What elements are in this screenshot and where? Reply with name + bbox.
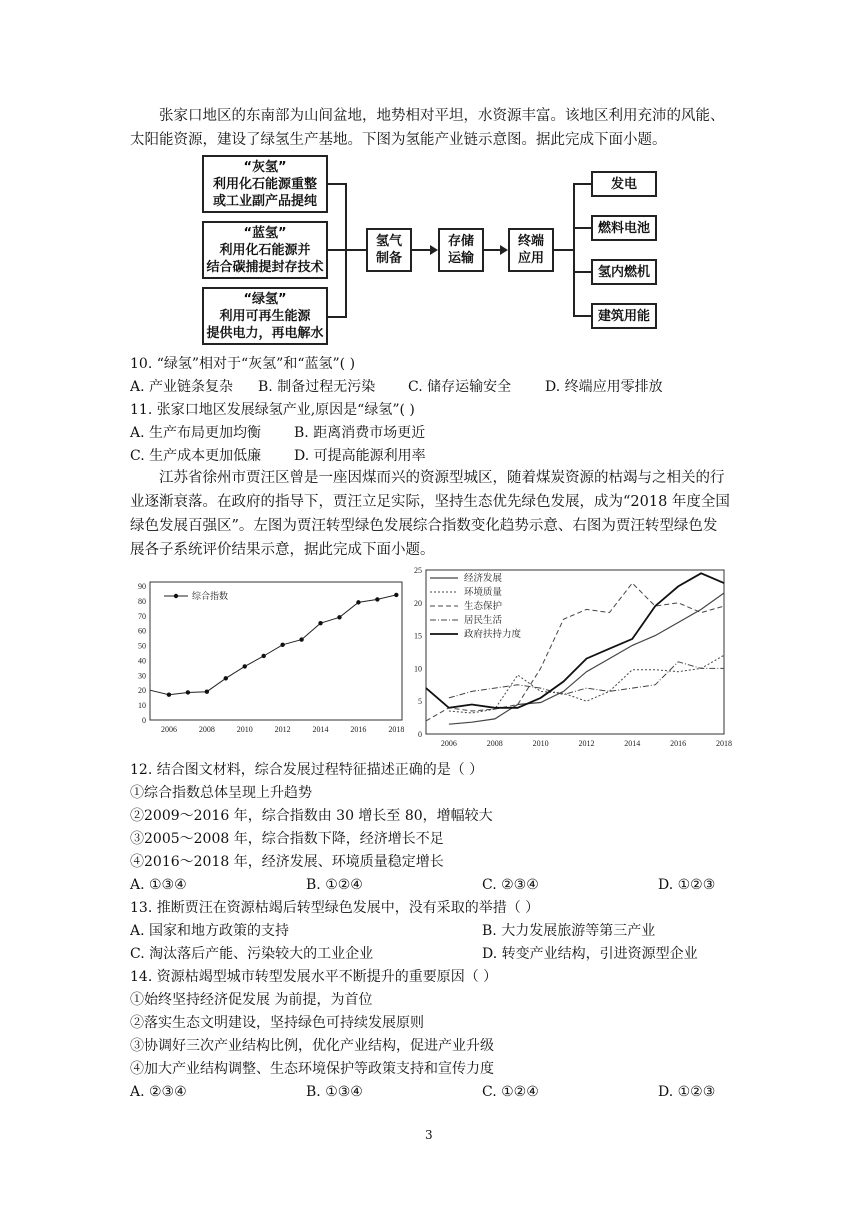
composite-index-chart	[126, 572, 408, 740]
intro-paragraph-jiawang: 江苏省徐州市贾汪区曾是一座因煤而兴的资源型城区，随着煤炭资源的枯竭与之相关的行业逐渐衰落。在政府的指导下，贾汪立足实际，坚持生态优先绿色发展，成为“2018 年度全国绿色发展百强区”。左图为贾汪转型绿色发展综合指数变化趋势示意、右图为贾汪转型绿色发展各子系统评价结果示意，据此完成下面小题。	[130, 470, 730, 558]
q10-stem: 10. “绿氢”相对于“灰氢”和“蓝氢”( )	[130, 356, 356, 372]
q10-option-a[interactable]: A. 产业链条复杂	[130, 379, 234, 395]
y-tick-label: 20	[414, 598, 422, 608]
q14-statement-1: ①始终坚持经济促发展 为前提，为首位	[130, 992, 373, 1008]
y-tick-label: 10	[414, 664, 422, 674]
connector-line	[573, 183, 591, 185]
q11-stem: 11. 张家口地区发展绿氢产业,原因是“绿氢”( )	[130, 402, 415, 418]
grey-hydrogen-line2: 利用化石能源重整	[212, 176, 317, 192]
q14-statement-2: ②落实生态文明建设，坚持绿色可持续发展原则	[130, 1015, 424, 1031]
output-building-box	[591, 303, 657, 329]
green-hydrogen-line3: 提供电力，再电解水	[206, 325, 324, 341]
connector-line	[328, 183, 346, 185]
y-tick-label: 0	[418, 730, 422, 739]
legend-label: 环境质量	[464, 587, 503, 598]
app-line2: 应用	[517, 251, 544, 266]
blue-hydrogen-title: “蓝氢”	[243, 225, 287, 241]
output-ice-label: 氢内燃机	[597, 264, 650, 280]
legend-label: 生态保护	[464, 601, 503, 612]
data-point	[280, 643, 284, 647]
legend-label: 综合指数	[192, 592, 229, 602]
series-line-composite-index	[150, 595, 396, 695]
blue-hydrogen-box	[202, 221, 328, 279]
q12-statement-1: ①综合指数总体呈现上升趋势	[130, 785, 312, 801]
y-tick-label: 50	[138, 641, 146, 651]
x-tick-label: 2010	[236, 725, 253, 734]
connector-line	[573, 227, 591, 229]
y-tick-label: 90	[138, 582, 146, 591]
q14-option-d[interactable]: D. ①②③	[658, 1084, 716, 1100]
hydrogen-prep-box	[366, 228, 412, 272]
series-line-2	[449, 655, 724, 713]
q14-statement-4: ④加大产业结构调整、生态环境保护等政策支持和宣传力度	[130, 1061, 494, 1077]
connector-line	[328, 316, 346, 318]
q12-option-b[interactable]: B. ①②④	[306, 877, 363, 893]
x-tick-label: 2016	[350, 725, 367, 734]
q14-option-a[interactable]: A. ②③④	[130, 1084, 187, 1100]
connector-line	[573, 183, 575, 317]
q10-option-c[interactable]: C. 储存运输安全	[408, 379, 512, 395]
q13-option-d[interactable]: D. 转变产业结构，引进资源型企业	[482, 946, 698, 962]
data-point	[243, 664, 247, 668]
y-tick-label: 60	[138, 626, 146, 636]
data-point	[186, 690, 190, 694]
x-tick-label: 2018	[388, 725, 405, 734]
y-tick-label: 30	[138, 671, 146, 681]
store-line1: 存储	[447, 234, 474, 249]
prep-line2: 制备	[375, 251, 402, 266]
arrow-icon	[412, 243, 438, 257]
q14-stem: 14. 资源枯竭型城市转型发展水平不断提升的重要原因（ ）	[130, 969, 498, 985]
q10-option-d[interactable]: D. 终端应用零排放	[545, 379, 663, 395]
q13-option-b[interactable]: B. 大力发展旅游等第三产业	[482, 923, 656, 939]
legend-label: 政府扶持力度	[464, 629, 522, 640]
y-tick-label: 0	[142, 716, 146, 725]
y-tick-label: 10	[138, 701, 146, 711]
x-tick-label: 2008	[198, 725, 215, 734]
q12-statement-4: ④2016～2018 年，经济发展、环境质量稳定增长	[130, 854, 444, 870]
storage-transport-box	[438, 228, 484, 272]
app-line1: 终端	[517, 234, 544, 249]
y-tick-label: 20	[138, 686, 146, 696]
subsystem-evaluation-chart	[408, 562, 730, 752]
y-tick-label: 80	[138, 596, 146, 606]
q14-statement-3: ③协调好三次产业结构比例，优化产业结构，促进产业升级	[130, 1038, 494, 1054]
grey-hydrogen-title: “灰氢”	[243, 159, 287, 175]
blue-hydrogen-line3: 结合碳捕提封存技术	[206, 259, 324, 275]
connector-line	[573, 271, 591, 273]
q12-option-a[interactable]: A. ①③④	[130, 877, 187, 893]
x-tick-label: 2016	[670, 739, 687, 748]
data-point	[167, 692, 171, 696]
q11-option-b[interactable]: B. 距离消费市场更近	[294, 425, 426, 441]
data-point	[356, 600, 360, 604]
plot-frame	[150, 582, 402, 720]
output-ice-box	[591, 259, 657, 285]
legend-marker	[174, 594, 178, 598]
q10-option-b[interactable]: B. 制备过程无污染	[258, 379, 376, 395]
data-point	[299, 637, 303, 641]
data-point	[318, 621, 322, 625]
q11-option-a[interactable]: A. 生产布局更加均衡	[130, 425, 262, 441]
x-tick-label: 2012	[578, 739, 595, 748]
x-tick-label: 2010	[532, 739, 549, 748]
y-tick-label: 15	[414, 631, 422, 641]
terminal-application-box	[508, 228, 554, 272]
q14-option-c[interactable]: C. ①②④	[482, 1084, 539, 1100]
page-number: 3	[425, 1128, 433, 1142]
data-point	[337, 615, 341, 619]
x-tick-label: 2006	[440, 739, 457, 748]
q13-option-a[interactable]: A. 国家和地方政策的支持	[130, 923, 290, 939]
q11-option-c[interactable]: C. 生产成本更加低廉	[130, 448, 262, 464]
grey-hydrogen-line3: 或工业副产品提纯	[212, 193, 317, 209]
q12-statement-3: ③2005～2008 年，综合指数下降，经济增长不足	[130, 831, 444, 847]
green-hydrogen-line2: 利用可再生能源	[219, 308, 311, 324]
output-power-box	[591, 171, 657, 197]
y-tick-label: 70	[138, 611, 146, 621]
connector-line	[328, 249, 366, 251]
q13-stem: 13. 推断贾汪在资源枯竭后转型绿色发展中，没有采取的举措（ ）	[130, 900, 540, 916]
x-tick-label: 2012	[274, 725, 291, 734]
legend-label: 经济发展	[464, 573, 503, 584]
data-point	[205, 690, 209, 694]
y-tick-label: 40	[138, 656, 146, 666]
q12-stem: 12. 结合图文材料，综合发展过程特征描述正确的是（ ）	[130, 762, 484, 778]
data-point	[394, 593, 398, 597]
prep-line1: 氢气	[375, 234, 402, 249]
connector-line	[573, 315, 591, 317]
intro-paragraph-hydrogen: 张家口地区的东南部为山间盆地，地势相对平坦，水资源丰富。该地区利用充沛的风能、太阳能资源，建设了绿氢生产基地。下图为氢能产业链示意图。据此完成下面小题。	[130, 108, 725, 148]
q12-option-d[interactable]: D. ①②③	[658, 877, 716, 893]
output-building-label: 建筑用能	[597, 308, 650, 324]
data-point	[375, 597, 379, 601]
grey-hydrogen-box	[202, 155, 328, 213]
arrow-icon	[484, 243, 508, 257]
green-hydrogen-box	[202, 287, 328, 345]
data-point	[224, 676, 228, 680]
legend-label: 居民生活	[464, 615, 503, 626]
green-hydrogen-title: “绿氢”	[243, 291, 287, 307]
q12-statement-2: ②2009～2016 年，综合指数由 30 增长至 80，增幅较大	[130, 808, 493, 824]
x-tick-label: 2018	[716, 739, 732, 748]
store-line2: 运输	[447, 251, 474, 266]
q12-option-c[interactable]: C. ②③④	[482, 877, 539, 893]
x-tick-label: 2014	[312, 725, 329, 734]
q13-option-c[interactable]: C. 淘汰落后产能、污染较大的工业企业	[130, 946, 374, 962]
output-power-label: 发电	[610, 176, 637, 192]
data-point	[261, 654, 265, 658]
connector-line	[554, 249, 574, 251]
x-tick-label: 2008	[486, 739, 503, 748]
y-tick-label: 5	[418, 697, 422, 707]
q14-option-b[interactable]: B. ①③④	[306, 1084, 363, 1100]
series-line-4	[449, 662, 724, 698]
blue-hydrogen-line2: 利用化石能源并	[219, 242, 311, 258]
output-fuel-cell-box	[591, 215, 657, 241]
y-tick-label: 25	[414, 566, 422, 575]
q11-option-d[interactable]: D. 可提高能源利用率	[294, 448, 426, 464]
output-fuel-cell-label: 燃料电池	[597, 220, 650, 236]
x-tick-label: 2014	[624, 739, 641, 748]
x-tick-label: 2006	[160, 725, 177, 734]
